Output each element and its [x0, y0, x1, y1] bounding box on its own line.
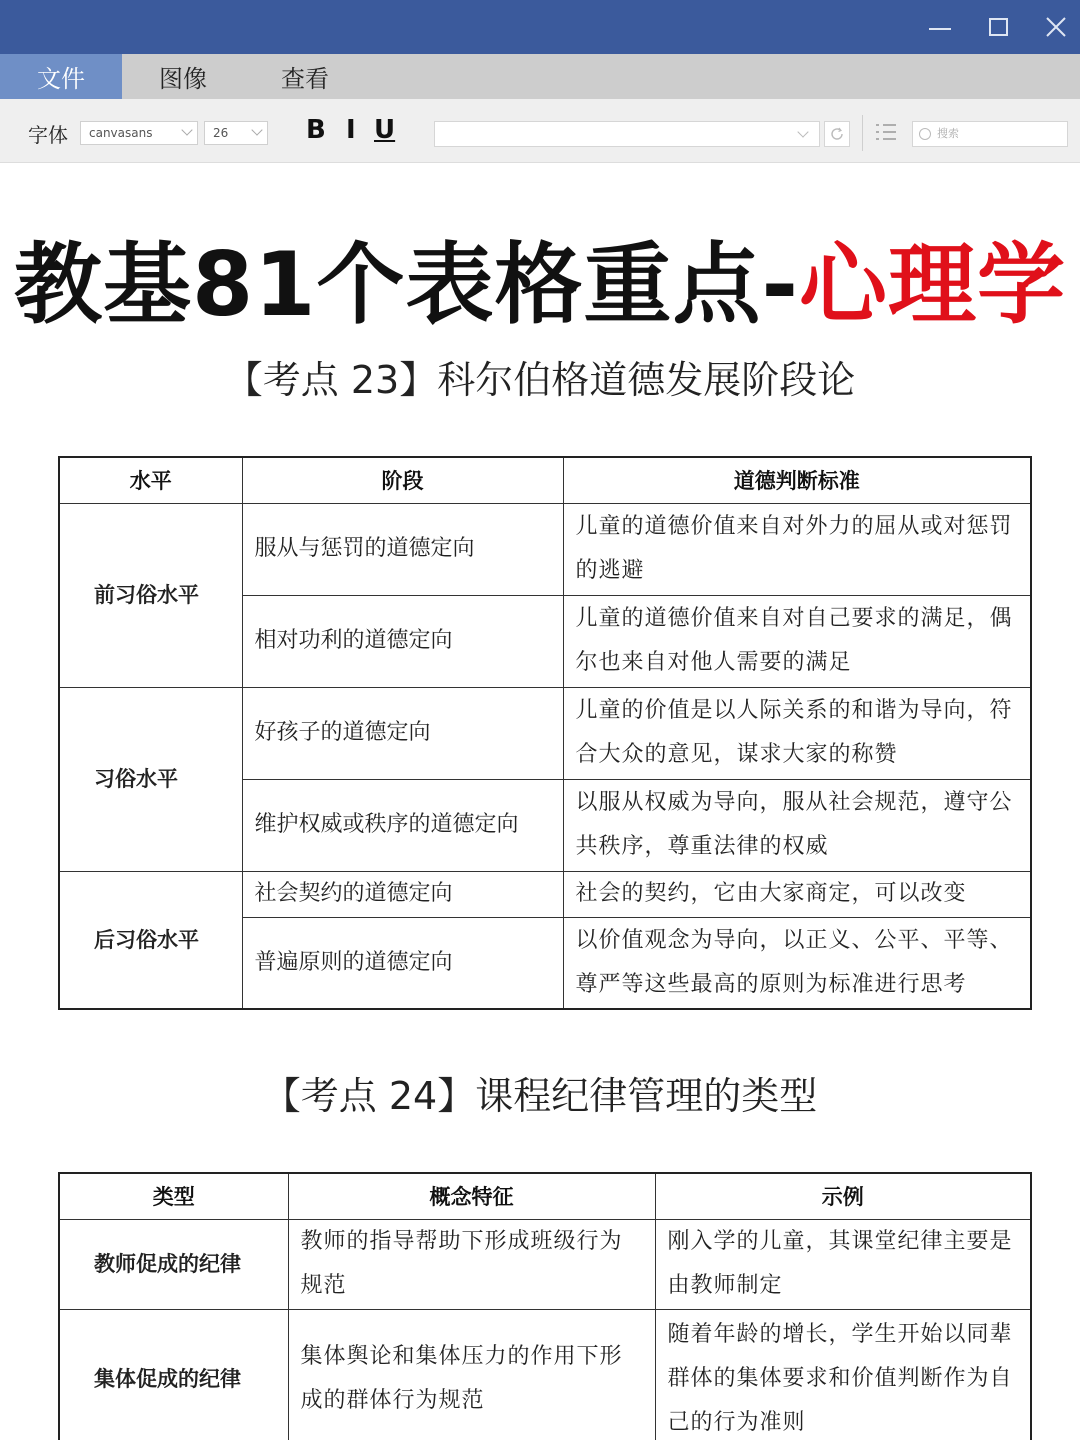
header-stage: 阶段 [242, 457, 563, 503]
table-row [59, 871, 1031, 917]
numbered-list-icon[interactable] [874, 121, 898, 145]
level-cell: 习俗水平 [59, 687, 242, 871]
discipline-table [58, 1172, 1032, 1440]
criterion-cell: 社会的契约，它由大家商定，可以改变 [563, 871, 1031, 917]
format-toolbar [0, 99, 1080, 163]
criterion-cell: 以服从权威为导向，服从社会规范，遵守公共秩序，尊重法律的权威 [563, 779, 1031, 871]
feature-cell: 集体舆论和集体压力的作用下形成的群体行为规范 [288, 1309, 655, 1440]
chevron-down-icon [181, 124, 192, 135]
table-row [59, 1309, 1031, 1440]
menu-view[interactable]: 查看 [281, 65, 329, 93]
table-header-row [59, 457, 1031, 503]
menu-file[interactable]: 文件 [0, 54, 122, 99]
header-example: 示例 [655, 1173, 1031, 1219]
refresh-icon [829, 126, 845, 142]
menubar [0, 54, 1080, 99]
font-family-select[interactable] [80, 121, 198, 145]
table-row [59, 1219, 1031, 1309]
section-title-23: 【考点 23】科尔伯格道德发展阶段论 [224, 358, 856, 402]
chevron-down-icon [251, 124, 262, 135]
bold-button[interactable]: B [306, 115, 326, 145]
menu-image[interactable]: 图像 [159, 65, 207, 93]
refresh-button[interactable] [824, 121, 850, 147]
header-criterion: 道德判断标准 [563, 457, 1031, 503]
title-accent: 心理学 [798, 233, 1066, 336]
stage-cell: 社会契约的道德定向 [242, 871, 563, 917]
minimize-icon [929, 28, 951, 30]
criterion-cell: 儿童的价值是以人际关系的和谐为导向，符合大众的意见，谋求大家的称赞 [563, 687, 1031, 779]
title-main: 教基81个表格重点- [13, 233, 799, 336]
page-title [0, 215, 1080, 341]
close-icon [1045, 16, 1067, 38]
header-level: 水平 [59, 457, 242, 503]
table-header-row [59, 1173, 1031, 1219]
type-cell: 集体促成的纪律 [59, 1309, 288, 1440]
criterion-cell: 以价值观念为导向，以正义、公平、平等、尊严等这些最高的原则为标准进行思考 [563, 917, 1031, 1009]
section-title-24: 【考点 24】课程纪律管理的类型 [262, 1074, 818, 1118]
maximize-icon [989, 18, 1008, 36]
table-row [59, 503, 1031, 595]
stage-cell: 维护权威或秩序的道德定向 [242, 779, 563, 871]
style-combobox[interactable] [434, 121, 820, 147]
font-size-value: 26 [213, 126, 229, 140]
level-cell: 前习俗水平 [59, 503, 242, 687]
minimize-button[interactable] [920, 8, 960, 46]
toolbar-divider [862, 115, 863, 151]
stage-cell: 服从与惩罚的道德定向 [242, 503, 563, 595]
example-cell: 随着年龄的增长，学生开始以同辈群体的集体要求和价值判断作为自己的行为准则 [655, 1309, 1031, 1440]
font-label: 字体 [28, 123, 68, 147]
level-cell: 后习俗水平 [59, 871, 242, 1009]
feature-cell: 教师的指导帮助下形成班级行为规范 [288, 1219, 655, 1309]
stage-cell: 好孩子的道德定向 [242, 687, 563, 779]
criterion-cell: 儿童的道德价值来自对自己要求的满足，偶尔也来自对他人需要的满足 [563, 595, 1031, 687]
type-cell: 教师促成的纪律 [59, 1219, 288, 1309]
example-cell: 刚入学的儿童，其课堂纪律主要是由教师制定 [655, 1219, 1031, 1309]
header-feature: 概念特征 [288, 1173, 655, 1219]
close-button[interactable] [1036, 8, 1076, 46]
underline-button[interactable]: U [374, 115, 396, 145]
stage-cell: 普遍原则的道德定向 [242, 917, 563, 1009]
window-titlebar [0, 0, 1080, 54]
font-family-value: canvasans [89, 126, 153, 140]
maximize-button[interactable] [978, 8, 1018, 46]
search-placeholder: 搜索 [937, 127, 959, 140]
stage-cell: 相对功利的道德定向 [242, 595, 563, 687]
table-row [59, 687, 1031, 779]
kohlberg-table [58, 456, 1032, 1010]
italic-button[interactable]: I [346, 115, 356, 145]
font-size-select[interactable] [204, 121, 268, 145]
chevron-down-icon [797, 126, 808, 137]
criterion-cell: 儿童的道德价值来自对外力的屈从或对惩罚的逃避 [563, 503, 1031, 595]
search-input[interactable] [912, 121, 1068, 147]
search-icon [919, 128, 931, 140]
header-type: 类型 [59, 1173, 288, 1219]
